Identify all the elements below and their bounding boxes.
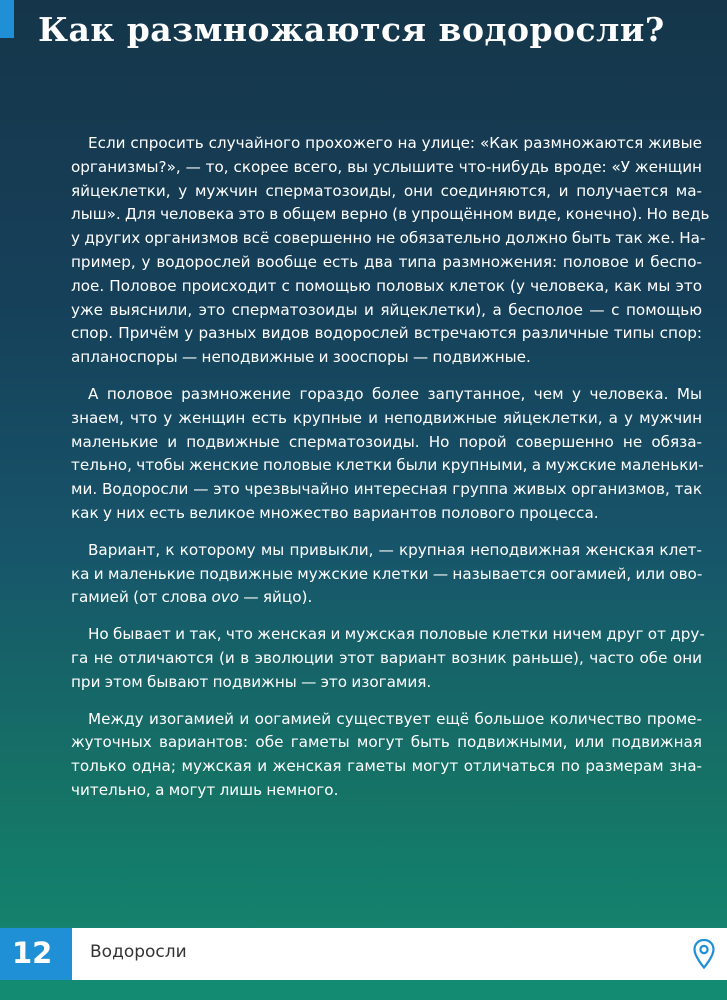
corner-accent (0, 0, 14, 38)
text-line: Но бывает и так, что женская и мужская половые клетки ничем друг от дру- (88, 625, 705, 644)
paragraph (54, 623, 705, 694)
bottom-strip (0, 980, 727, 1000)
footer-bar (0, 928, 727, 980)
paragraph (54, 132, 710, 370)
text-line: тельно, чтобы женские половые клетки были крупными, а мужские маленьки- (71, 456, 704, 475)
text-line: чительно, а могут лишь немного. (71, 780, 339, 799)
page-title: Как размножаются водоросли? (38, 10, 665, 49)
article-body (54, 132, 710, 816)
text-line: га не отличаются (и в эволюции этот вариант возник раньше), часто обе они (71, 648, 702, 667)
page-number: 12 (12, 936, 53, 970)
text-line: как у них есть великое множество вариантов полового процесса. (71, 503, 599, 522)
text-line: маленькие и подвижные сперматозоиды. Но порой совершенно не обяза- (71, 432, 702, 451)
text-line: у других организмов всё совершенно не обязательно должно быть так же. На- (71, 229, 706, 248)
text-line: лыш». Для человека это в общем верно (в упрощённом виде, конечно). Но ведь (71, 205, 710, 224)
text-line: ка и маленькие подвижные мужские клетки — называется оогамией, или ово- (71, 564, 703, 583)
paragraph (54, 539, 702, 610)
location-pin-icon (693, 939, 715, 969)
text-line: пример, у водорослей вообще есть два типа размножения: половое и беспо- (71, 252, 702, 271)
text-line: спор. Причём у разных видов водорослей встречаются различные типы спор: (71, 324, 702, 343)
section-label: Водоросли (90, 942, 187, 962)
text-line: гамией (от слова ovo — яйцо). (71, 588, 313, 607)
text-line: организмы?», — то, скорее всего, вы услышите что-нибудь вроде: «У женщин (71, 157, 702, 176)
text-line: А половое размножение гораздо более запутанное, чем у человека. Мы (88, 384, 702, 403)
text-line: при этом бывают подвижны — это изогамия. (71, 672, 432, 691)
text-line: ми. Водоросли — это чрезвычайно интересная группа живых организмов, так (71, 480, 702, 499)
text-line: Между изогамией и оогамией существует ещё большое количество проме- (88, 709, 702, 728)
text-line: яйцеклетки, у мужчин сперматозоиды, они соединяются, и получается ма- (71, 181, 702, 200)
text-line: апланоспоры — неподвижные и зооспоры — подвижные. (71, 348, 531, 367)
page-number-box (0, 928, 72, 980)
text-line: уже выяснили, это сперматозоиды и яйцеклетки), а бесполое — с помощью (71, 300, 702, 319)
text-line: знаем, что у женщин есть крупные и неподвижные яйцеклетки, а у мужчин (71, 408, 702, 427)
paragraph (54, 383, 702, 526)
text-line: Вариант, к которому мы привыкли, — крупная неподвижная женская клет- (88, 540, 702, 559)
paragraph (54, 708, 702, 803)
text-line: жуточных вариантов: обе гаметы могут быть подвижными, или подвижная (71, 733, 702, 752)
text-line: только одна; мужская и женская гаметы могут отличаться по размерам зна- (71, 757, 702, 776)
text-line: Если спросить случайного прохожего на улице: «Как размножаются живые (88, 134, 702, 152)
text-line: лое. Половое происходит с помощью половых клеток (у человека, как мы это (71, 276, 702, 295)
